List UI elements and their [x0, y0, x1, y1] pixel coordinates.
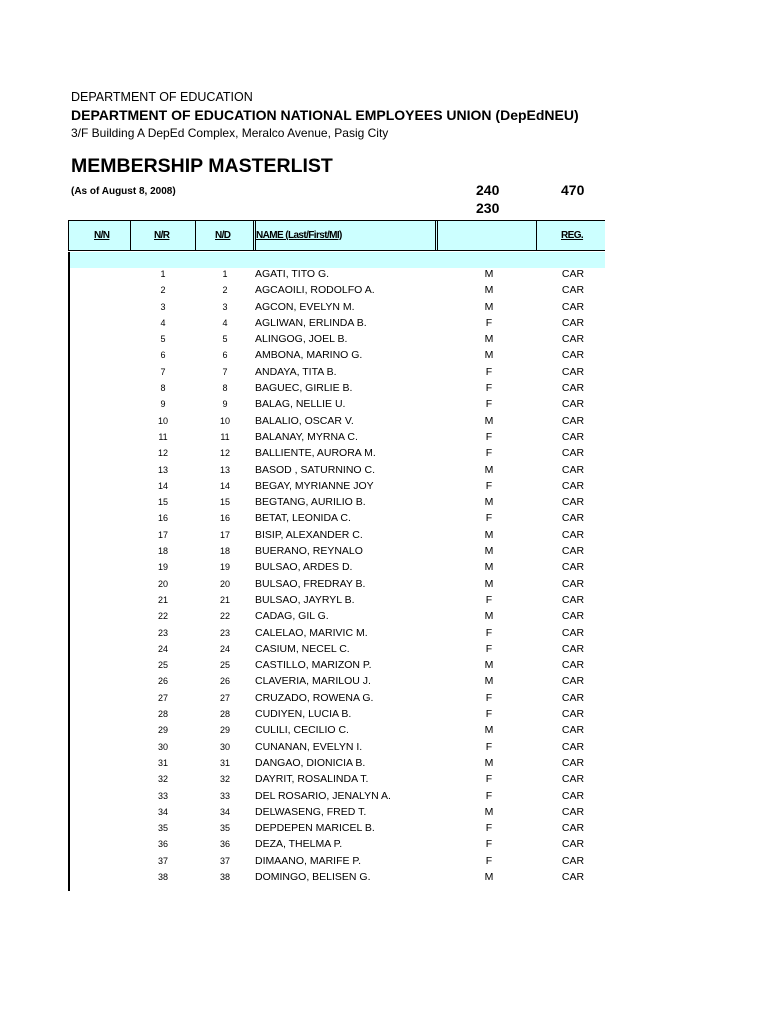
member-name: CUNANAN, EVELYN I. — [255, 740, 363, 753]
member-name: DELWASENG, FRED T. — [255, 805, 367, 818]
table-row — [0, 397, 768, 413]
table-row — [0, 707, 768, 723]
member-name: BULSAO, FREDRAY B. — [255, 577, 366, 590]
table-row — [0, 544, 768, 560]
member-region: CAR — [561, 561, 585, 574]
member-number-nr: 20 — [157, 578, 168, 589]
member-name: ALINGOG, JOEL B. — [255, 333, 348, 346]
member-number-nr: 18 — [157, 546, 168, 557]
member-name: DEZA, THELMA P. — [255, 838, 343, 851]
member-number-nd: 4 — [222, 317, 228, 328]
member-name: AMBONA, MARINO G. — [255, 349, 363, 362]
member-number-nr: 13 — [157, 464, 168, 475]
member-name: BETAT, LEONIDA C. — [255, 512, 351, 525]
column-divider — [195, 221, 196, 250]
member-number-nd: 12 — [219, 448, 230, 459]
member-sex: M — [484, 545, 494, 558]
department-name: DEPARTMENT OF EDUCATION — [71, 90, 253, 104]
member-sex: F — [485, 691, 493, 704]
member-name: BALAG, NELLIE U. — [255, 398, 346, 411]
member-number-nr: 24 — [157, 643, 168, 654]
member-region: CAR — [561, 822, 585, 835]
member-region: CAR — [561, 642, 585, 655]
table-row — [0, 479, 768, 495]
member-region: CAR — [561, 854, 585, 867]
column-header-nr: N/R — [154, 230, 170, 241]
member-number-nr: 19 — [157, 562, 168, 573]
member-sex: F — [485, 789, 493, 802]
table-row — [0, 332, 768, 348]
table-row — [0, 870, 768, 886]
column-divider — [435, 221, 438, 250]
table-row — [0, 789, 768, 805]
member-number-nd: 28 — [219, 709, 230, 720]
table-row — [0, 463, 768, 479]
member-number-nd: 5 — [222, 334, 228, 345]
member-sex: F — [485, 430, 493, 443]
member-name: BALLIENTE, AURORA M. — [255, 447, 376, 460]
member-number-nr: 26 — [157, 676, 168, 687]
member-sex: M — [484, 805, 494, 818]
table-row — [0, 626, 768, 642]
member-number-nd: 9 — [222, 399, 228, 410]
header-band — [68, 252, 605, 268]
member-region: CAR — [561, 773, 585, 786]
member-number-nd: 20 — [219, 578, 230, 589]
member-region: CAR — [561, 447, 585, 460]
total-count-c: 470 — [561, 182, 585, 198]
member-sex: M — [484, 414, 494, 427]
column-divider — [130, 221, 131, 250]
member-sex: F — [485, 838, 493, 851]
member-number-nr: 8 — [160, 383, 166, 394]
member-number-nd: 17 — [219, 529, 230, 540]
member-region: CAR — [561, 365, 585, 378]
member-number-nd: 27 — [219, 692, 230, 703]
member-number-nr: 23 — [157, 627, 168, 638]
member-number-nr: 15 — [157, 497, 168, 508]
member-sex: M — [484, 528, 494, 541]
member-name: CASTILLO, MARIZON P. — [255, 659, 372, 672]
member-region: CAR — [561, 479, 585, 492]
member-number-nd: 14 — [219, 480, 230, 491]
member-name: AGCON, EVELYN M. — [255, 300, 355, 313]
member-region: CAR — [561, 496, 585, 509]
table-row — [0, 642, 768, 658]
member-sex: F — [485, 822, 493, 835]
table-row — [0, 723, 768, 739]
member-sex: F — [485, 365, 493, 378]
member-name: CUDIYEN, LUCIA B. — [255, 708, 352, 721]
member-region: CAR — [561, 284, 585, 297]
member-region: CAR — [561, 691, 585, 704]
total-count-a: 240 — [476, 182, 500, 198]
member-number-nd: 31 — [219, 757, 230, 768]
member-region: CAR — [561, 268, 585, 280]
member-number-nr: 37 — [157, 855, 168, 866]
member-number-nr: 2 — [160, 285, 166, 296]
member-number-nr: 27 — [157, 692, 168, 703]
member-name: DEL ROSARIO, JENALYN A. — [255, 789, 391, 802]
member-region: CAR — [561, 593, 585, 606]
member-name: DAYRIT, ROSALINDA T. — [255, 773, 369, 786]
table-row — [0, 414, 768, 430]
member-region: CAR — [561, 398, 585, 411]
member-name: ANDAYA, TITA B. — [255, 365, 337, 378]
member-number-nr: 6 — [160, 350, 166, 361]
member-number-nr: 34 — [157, 806, 168, 817]
member-number-nd: 37 — [219, 855, 230, 866]
member-region: CAR — [561, 333, 585, 346]
member-number-nd: 34 — [219, 806, 230, 817]
table-row — [0, 528, 768, 544]
member-number-nr: 25 — [157, 660, 168, 671]
member-region: CAR — [561, 610, 585, 623]
member-sex: M — [484, 675, 494, 688]
member-number-nd: 7 — [222, 366, 228, 377]
member-sex: F — [485, 382, 493, 395]
member-number-nr: 3 — [160, 301, 166, 312]
member-number-nr: 33 — [157, 790, 168, 801]
member-name: BEGTANG, AURILIO B. — [255, 496, 366, 509]
table-row — [0, 740, 768, 756]
member-name: BEGAY, MYRIANNE JOY — [255, 479, 374, 492]
member-number-nd: 21 — [219, 594, 230, 605]
member-region: CAR — [561, 756, 585, 769]
member-name: BULSAO, JAYRYL B. — [255, 593, 355, 606]
member-name: BULSAO, ARDES D. — [255, 561, 353, 574]
member-number-nr: 32 — [157, 774, 168, 785]
member-sex: F — [485, 708, 493, 721]
member-number-nr: 4 — [160, 317, 166, 328]
member-region: CAR — [561, 463, 585, 476]
table-row — [0, 756, 768, 772]
member-number-nd: 11 — [220, 431, 230, 442]
member-number-nd: 2 — [222, 285, 228, 296]
member-name: CULILI, CECILIO C. — [255, 724, 349, 737]
member-number-nr: 12 — [157, 448, 168, 459]
member-number-nd: 36 — [219, 839, 230, 850]
member-name: DEPDEPEN MARICEL B. — [255, 822, 375, 835]
member-number-nr: 36 — [157, 839, 168, 850]
member-sex: M — [484, 659, 494, 672]
member-sex: F — [485, 773, 493, 786]
member-number-nr: 30 — [157, 741, 168, 752]
member-sex: F — [485, 593, 493, 606]
member-sex: F — [485, 479, 493, 492]
member-region: CAR — [561, 724, 585, 737]
member-number-nr: 17 — [157, 529, 168, 540]
member-number-nd: 19 — [219, 562, 230, 573]
member-number-nr: 29 — [157, 725, 168, 736]
member-region: CAR — [561, 316, 585, 329]
table-row — [0, 365, 768, 381]
table-row — [0, 381, 768, 397]
column-header-nd: N/D — [215, 230, 231, 241]
member-sex: M — [484, 268, 494, 280]
union-name: DEPARTMENT OF EDUCATION NATIONAL EMPLOYEES UNION (DepEdNEU) — [71, 107, 579, 123]
member-name: AGATI, TITO G. — [255, 268, 330, 280]
member-sex: M — [484, 870, 494, 883]
table-row — [0, 821, 768, 837]
member-region: CAR — [561, 382, 585, 395]
table-row — [0, 446, 768, 462]
total-count-b: 230 — [476, 200, 500, 216]
member-number-nd: 30 — [219, 741, 230, 752]
member-region: CAR — [561, 838, 585, 851]
member-name: CADAG, GIL G. — [255, 610, 329, 623]
member-number-nd: 38 — [219, 871, 230, 882]
member-number-nr: 7 — [160, 366, 166, 377]
member-number-nd: 6 — [222, 350, 228, 361]
page-title: MEMBERSHIP MASTERLIST — [71, 155, 333, 177]
member-region: CAR — [561, 805, 585, 818]
member-number-nr: 10 — [157, 415, 168, 426]
member-region: CAR — [561, 708, 585, 721]
table-row — [0, 560, 768, 576]
member-name: CRUZADO, ROWENA G. — [255, 691, 374, 704]
column-divider — [536, 221, 537, 250]
member-name: BISIP, ALEXANDER C. — [255, 528, 363, 541]
member-name: CALELAO, MARIVIC M. — [255, 626, 368, 639]
member-number-nd: 23 — [219, 627, 230, 638]
member-number-nd: 26 — [219, 676, 230, 687]
member-number-nr: 1 — [160, 269, 166, 279]
table-row — [0, 837, 768, 853]
member-region: CAR — [561, 300, 585, 313]
member-name: BUERANO, REYNALO — [255, 545, 363, 558]
member-name: DANGAO, DIONICIA B. — [255, 756, 366, 769]
column-header-reg: REG. — [561, 230, 584, 241]
table-row — [0, 609, 768, 625]
member-region: CAR — [561, 512, 585, 525]
member-number-nd: 29 — [219, 725, 230, 736]
table-row — [0, 267, 768, 283]
member-number-nr: 14 — [157, 480, 168, 491]
member-number-nd: 32 — [219, 774, 230, 785]
member-name: CLAVERIA, MARILOU J. — [255, 675, 371, 688]
member-sex: F — [485, 447, 493, 460]
member-sex: M — [484, 333, 494, 346]
member-number-nd: 16 — [219, 513, 230, 524]
member-name: DOMINGO, BELISEN G. — [255, 870, 371, 883]
table-row — [0, 300, 768, 316]
member-sex: M — [484, 496, 494, 509]
member-number-nd: 8 — [222, 383, 228, 394]
member-number-nr: 38 — [157, 871, 168, 882]
member-number-nd: 24 — [219, 643, 230, 654]
member-region: CAR — [561, 545, 585, 558]
member-number-nd: 15 — [219, 497, 230, 508]
member-sex: F — [485, 512, 493, 525]
member-region: CAR — [561, 414, 585, 427]
member-region: CAR — [561, 577, 585, 590]
member-number-nd: 33 — [219, 790, 230, 801]
table-row — [0, 511, 768, 527]
member-sex: F — [485, 316, 493, 329]
member-sex: M — [484, 756, 494, 769]
table-row — [0, 658, 768, 674]
member-region: CAR — [561, 789, 585, 802]
member-sex: F — [485, 740, 493, 753]
member-name: BALALIO, OSCAR V. — [255, 414, 354, 427]
table-row — [0, 674, 768, 690]
column-header-name: NAME (Last/First/MI) — [256, 230, 342, 241]
member-list — [0, 267, 768, 886]
table-row — [0, 495, 768, 511]
column-header-nn: N/N — [94, 230, 110, 241]
table-row — [0, 316, 768, 332]
table-row — [0, 593, 768, 609]
member-number-nd: 35 — [219, 823, 230, 834]
member-number-nd: 3 — [222, 301, 228, 312]
table-row — [0, 854, 768, 870]
member-number-nr: 5 — [160, 334, 166, 345]
table-header — [68, 220, 605, 251]
member-sex: M — [484, 561, 494, 574]
as-of-date: (As of August 8, 2008) — [71, 186, 176, 197]
member-number-nr: 11 — [158, 431, 168, 442]
union-address: 3/F Building A DepEd Complex, Meralco Avenue, Pasig City — [71, 126, 389, 140]
member-number-nr: 21 — [157, 594, 168, 605]
member-name: BAGUEC, GIRLIE B. — [255, 382, 353, 395]
member-name: DIMAANO, MARIFE P. — [255, 854, 361, 867]
member-name: CASIUM, NECEL C. — [255, 642, 350, 655]
member-number-nr: 9 — [160, 399, 166, 410]
table-row — [0, 577, 768, 593]
member-number-nd: 13 — [219, 464, 230, 475]
member-number-nd: 1 — [222, 269, 228, 279]
member-number-nr: 16 — [157, 513, 168, 524]
member-sex: M — [484, 577, 494, 590]
member-name: BALANAY, MYRNA C. — [255, 430, 358, 443]
member-region: CAR — [561, 349, 585, 362]
member-region: CAR — [561, 740, 585, 753]
member-name: BASOD , SATURNINO C. — [255, 463, 375, 476]
member-region: CAR — [561, 528, 585, 541]
member-number-nd: 18 — [219, 546, 230, 557]
member-region: CAR — [561, 626, 585, 639]
member-sex: F — [485, 626, 493, 639]
member-number-nr: 31 — [157, 757, 168, 768]
member-number-nd: 22 — [219, 611, 230, 622]
table-row — [0, 691, 768, 707]
table-row — [0, 348, 768, 364]
member-sex: F — [485, 398, 493, 411]
member-name: AGCAOILI, RODOLFO A. — [255, 284, 375, 297]
member-number-nr: 22 — [157, 611, 168, 622]
member-region: CAR — [561, 675, 585, 688]
member-region: CAR — [561, 430, 585, 443]
member-sex: M — [484, 284, 494, 297]
member-number-nr: 28 — [157, 709, 168, 720]
member-name: AGLIWAN, ERLINDA B. — [255, 316, 367, 329]
table-row — [0, 283, 768, 299]
member-sex: M — [484, 349, 494, 362]
table-row — [0, 805, 768, 821]
member-sex: M — [484, 610, 494, 623]
member-sex: M — [484, 300, 494, 313]
member-sex: M — [484, 724, 494, 737]
member-region: CAR — [561, 659, 585, 672]
member-number-nd: 25 — [219, 660, 230, 671]
member-sex: F — [485, 642, 493, 655]
member-sex: F — [485, 854, 493, 867]
table-row — [0, 772, 768, 788]
member-region: CAR — [561, 870, 585, 883]
member-number-nd: 10 — [219, 415, 230, 426]
member-number-nr: 35 — [157, 823, 168, 834]
member-sex: M — [484, 463, 494, 476]
table-row — [0, 430, 768, 446]
